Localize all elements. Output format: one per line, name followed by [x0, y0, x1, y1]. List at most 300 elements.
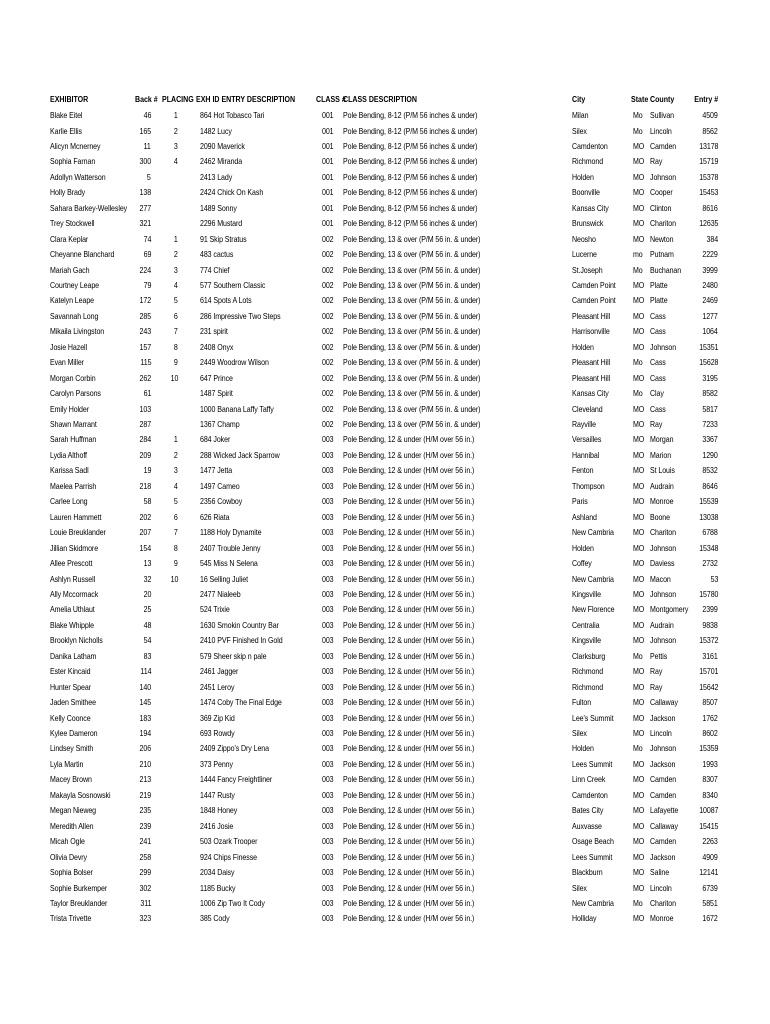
entry-number-cell: 15378: [698, 171, 718, 182]
class-description-cell: Pole Bending, 13 & over (P/M 56 in. & under): [343, 403, 481, 414]
placing-cell: 5: [174, 496, 178, 507]
class-description-cell: Pole Bending, 12 & under (H/M over 56 in.): [343, 542, 475, 553]
exhibitor-cell: Jaden Smithee: [50, 697, 96, 708]
city-cell: Camdenton: [572, 789, 608, 800]
county-cell: Ray: [650, 666, 663, 677]
county-cell: Jackson: [650, 758, 676, 769]
state-cell: MO: [633, 140, 645, 151]
back-number-cell: 46: [143, 110, 151, 120]
state-cell: MO: [633, 867, 645, 877]
exhibitor-cell: Danika Latham: [50, 650, 97, 661]
class-description-cell: Pole Bending, 12 & under (H/M over 56 in.): [343, 820, 475, 831]
entry-number-cell: 1762: [702, 712, 718, 723]
class-description-cell: Pole Bending, 8-12 (P/M 56 inches & under): [343, 156, 478, 167]
exhibitor-cell: Allee Prescott: [50, 558, 93, 568]
entry-description-cell: 579 Sheer skip n pale: [200, 650, 267, 661]
back-number-cell: 145: [139, 697, 151, 708]
header-city: City: [572, 94, 586, 104]
exhibitor-cell: Lindsey Smith: [50, 743, 94, 754]
entry-number-cell: 8646: [702, 480, 718, 491]
county-cell: Cass: [650, 372, 666, 383]
entry-description-cell: 385 Cody: [200, 913, 230, 924]
class-number-cell: 003: [322, 480, 334, 491]
county-cell: Camden: [650, 836, 677, 847]
county-cell: Johnson: [650, 743, 677, 754]
state-cell: MO: [633, 187, 645, 198]
entry-number-cell: 8307: [702, 774, 718, 785]
state-cell: MO: [633, 589, 645, 599]
county-cell: Sullivan: [650, 110, 675, 120]
header-back-number: Back #: [135, 94, 158, 104]
placing-cell: 2: [174, 449, 178, 460]
back-number-cell: 209: [139, 449, 151, 460]
city-cell: Camden Point: [572, 279, 616, 290]
back-number-cell: 243: [139, 326, 151, 337]
county-cell: Jackson: [650, 712, 676, 723]
class-description-cell: Pole Bending, 12 & under (H/M over 56 in.): [343, 666, 475, 677]
entry-description-cell: 2408 Onyx: [200, 341, 234, 352]
back-number-cell: 218: [139, 480, 151, 491]
entry-number-cell: 2732: [702, 558, 718, 568]
entry-description-cell: 2424 Chick On Kash: [200, 187, 264, 198]
class-number-cell: 003: [322, 449, 334, 460]
entry-description-cell: 1482 Lucy: [200, 125, 232, 136]
back-number-cell: 25: [143, 604, 151, 615]
county-cell: Chariton: [650, 218, 676, 229]
exhibitor-cell: Carolyn Parsons: [50, 388, 101, 399]
back-number-cell: 241: [139, 836, 151, 847]
state-cell: MO: [633, 542, 645, 553]
county-cell: Monroe: [650, 913, 674, 924]
back-number-cell: 79: [143, 279, 151, 290]
state-cell: MO: [633, 666, 645, 677]
city-cell: New Florence: [572, 604, 615, 615]
exhibitor-cell: Sophie Burkemper: [50, 882, 108, 893]
city-cell: Auxvasse: [572, 820, 602, 831]
entry-number-cell: 3195: [702, 372, 718, 383]
entry-description-cell: 693 Rowdy: [200, 728, 235, 738]
city-cell: Lees Summit: [572, 758, 613, 769]
entry-description-cell: 1630 Smokin Country Bar: [200, 619, 279, 630]
county-cell: Johnson: [650, 171, 677, 182]
placing-cell: 3: [174, 465, 178, 476]
city-cell: Versailles: [572, 434, 602, 445]
exhibitor-cell: Sahara Barkey-Wellesley: [50, 202, 128, 213]
city-cell: Harrisonville: [572, 326, 610, 337]
back-number-cell: 19: [143, 465, 151, 476]
county-cell: Johnson: [650, 341, 677, 352]
city-cell: Silex: [572, 882, 587, 893]
entry-description-cell: 1497 Cameo: [200, 480, 240, 491]
entry-number-cell: 15372: [698, 635, 718, 646]
class-description-cell: Pole Bending, 12 & under (H/M over 56 in.): [343, 650, 475, 661]
back-number-cell: 154: [139, 542, 151, 553]
back-number-cell: 206: [139, 743, 151, 754]
exhibitor-cell: Micah Ogle: [50, 836, 85, 847]
county-cell: Cass: [650, 310, 666, 321]
header-placing: PLACING: [162, 94, 194, 104]
entry-number-cell: 9838: [702, 619, 718, 630]
city-cell: Kingsville: [572, 589, 601, 599]
county-cell: Lincoln: [650, 125, 672, 136]
entry-description-cell: 483 cactus: [200, 249, 234, 259]
city-cell: Richmond: [572, 156, 604, 167]
class-number-cell: 003: [322, 758, 334, 769]
state-cell: Mo: [633, 110, 643, 120]
entry-description-cell: 774 Chief: [200, 264, 230, 275]
exhibitor-cell: Meredith Allen: [50, 820, 94, 831]
class-description-cell: Pole Bending, 12 & under (H/M over 56 in.): [343, 789, 475, 800]
entry-description-cell: 2296 Mustard: [200, 218, 243, 229]
exhibitor-cell: Holly Brady: [50, 187, 86, 198]
entry-description-cell: 1487 Spirit: [200, 388, 233, 399]
county-cell: Cooper: [650, 187, 673, 198]
county-cell: Clay: [650, 388, 664, 399]
back-number-cell: 48: [143, 619, 151, 630]
class-description-cell: Pole Bending, 13 & over (P/M 56 in. & under): [343, 264, 481, 275]
exhibitor-cell: Sarah Huffman: [50, 434, 97, 445]
header-entry-description: EXH ID ENTRY DESCRIPTION: [196, 94, 296, 104]
class-description-cell: Pole Bending, 13 & over (P/M 56 in. & under): [343, 419, 481, 429]
entry-description-cell: 2461 Jagger: [200, 666, 239, 677]
entry-number-cell: 8340: [702, 789, 718, 800]
class-number-cell: 003: [322, 635, 334, 646]
back-number-cell: 115: [140, 357, 151, 368]
back-number-cell: 284: [139, 434, 151, 445]
class-description-cell: Pole Bending, 8-12 (P/M 56 inches & under): [343, 218, 478, 229]
class-number-cell: 002: [322, 279, 334, 290]
entry-description-cell: 2451 Leroy: [200, 681, 235, 692]
entry-number-cell: 15539: [698, 496, 718, 507]
class-number-cell: 001: [322, 110, 334, 120]
exhibitor-cell: Amelia Uthlaut: [50, 604, 95, 615]
entry-description-cell: 1447 Rusty: [200, 789, 235, 800]
state-cell: MO: [633, 419, 645, 429]
class-description-cell: Pole Bending, 13 & over (P/M 56 in. & under): [343, 249, 481, 259]
state-cell: Mo: [633, 743, 643, 754]
exhibitor-cell: Maelea Parrish: [50, 480, 97, 491]
entry-description-cell: 524 Trixie: [200, 604, 230, 615]
entry-description-cell: 2416 Josie: [200, 820, 234, 831]
entry-number-cell: 6739: [702, 882, 718, 893]
county-cell: Audrain: [650, 480, 674, 491]
county-cell: Montgomery: [650, 604, 689, 615]
entry-number-cell: 6788: [702, 527, 718, 538]
class-description-cell: Pole Bending, 13 & over (P/M 56 in. & under): [343, 310, 481, 321]
entry-number-cell: 384: [706, 233, 718, 244]
entry-number-cell: 15628: [698, 357, 718, 368]
class-description-cell: Pole Bending, 12 & under (H/M over 56 in.): [343, 774, 475, 785]
placing-cell: 4: [174, 279, 178, 290]
county-cell: Marion: [650, 449, 672, 460]
exhibitor-cell: Taylor Breuklander: [50, 897, 108, 908]
back-number-cell: 11: [143, 140, 151, 151]
city-cell: Brunswick: [572, 218, 604, 229]
county-cell: Ray: [650, 156, 663, 167]
placing-cell: 6: [174, 310, 178, 321]
back-number-cell: 207: [139, 527, 151, 538]
class-description-cell: Pole Bending, 13 & over (P/M 56 in. & under): [343, 372, 481, 383]
city-cell: Kingsville: [572, 635, 601, 646]
city-cell: Camden Point: [572, 295, 616, 306]
entry-number-cell: 15780: [698, 589, 718, 599]
class-description-cell: Pole Bending, 12 & under (H/M over 56 in.): [343, 851, 475, 862]
class-number-cell: 003: [322, 712, 334, 723]
header-class-number: CLASS #: [316, 94, 346, 104]
class-number-cell: 003: [322, 558, 334, 568]
back-number-cell: 219: [139, 789, 151, 800]
class-number-cell: 003: [322, 604, 334, 615]
class-description-cell: Pole Bending, 12 & under (H/M over 56 in.): [343, 496, 475, 507]
entry-number-cell: 1993: [702, 758, 718, 769]
county-cell: Ray: [650, 419, 663, 429]
back-number-cell: 13: [143, 558, 151, 568]
entry-number-cell: 2480: [702, 279, 718, 290]
city-cell: Coffey: [572, 558, 592, 568]
entry-description-cell: 1006 Zip Two It Cody: [200, 897, 265, 908]
placing-cell: 4: [174, 480, 178, 491]
exhibitor-cell: Blake Whipple: [50, 619, 94, 630]
state-cell: MO: [633, 496, 645, 507]
city-cell: Rayville: [572, 419, 597, 429]
exhibitor-cell: Ashlyn Russell: [50, 573, 96, 584]
city-cell: Bates City: [572, 805, 604, 816]
back-number-cell: 202: [139, 511, 151, 522]
back-number-cell: 194: [139, 728, 151, 738]
back-number-cell: 262: [139, 372, 151, 383]
entry-description-cell: 864 Hot Tobasco Tari: [200, 110, 265, 120]
state-cell: MO: [633, 171, 645, 182]
class-number-cell: 003: [322, 728, 334, 738]
state-cell: Mo: [633, 125, 643, 136]
city-cell: Kansas City: [572, 202, 609, 213]
back-number-cell: 165: [139, 125, 151, 136]
class-number-cell: 003: [322, 527, 334, 538]
state-cell: MO: [633, 681, 645, 692]
entry-description-cell: 503 Ozark Trooper: [200, 836, 258, 847]
county-cell: Daviess: [650, 558, 675, 568]
entry-number-cell: 10087: [698, 805, 718, 816]
class-description-cell: Pole Bending, 13 & over (P/M 56 in. & under): [343, 388, 481, 399]
city-cell: New Cambria: [572, 573, 614, 584]
placing-cell: 7: [174, 527, 178, 538]
state-cell: MO: [633, 604, 645, 615]
county-cell: Lafayette: [650, 805, 679, 816]
exhibitor-cell: Megan Nieweg: [50, 805, 97, 816]
header-state: State: [631, 94, 649, 104]
city-cell: St.Joseph: [572, 264, 603, 275]
county-cell: Jackson: [650, 851, 676, 862]
back-number-cell: 321: [139, 218, 151, 229]
exhibitor-cell: Mariah Gach: [50, 264, 90, 275]
entry-number-cell: 8507: [702, 697, 718, 708]
entry-description-cell: 286 Impressive Two Steps: [200, 310, 281, 321]
city-cell: Silex: [572, 125, 587, 136]
county-cell: Johnson: [650, 635, 677, 646]
class-description-cell: Pole Bending, 13 & over (P/M 56 in. & under): [343, 279, 481, 290]
exhibitor-cell: Evan Miller: [50, 357, 84, 368]
class-number-cell: 003: [322, 836, 334, 847]
city-cell: Pleasant Hill: [572, 357, 611, 368]
entry-description-cell: 1000 Banana Laffy Taffy: [200, 403, 274, 414]
placing-cell: 6: [174, 511, 178, 522]
back-number-cell: 58: [143, 496, 151, 507]
city-cell: Hannibal: [572, 449, 600, 460]
city-cell: Fenton: [572, 465, 594, 476]
exhibitor-cell: Karissa Sadl: [50, 465, 89, 476]
state-cell: MO: [633, 805, 645, 816]
class-number-cell: 003: [322, 774, 334, 785]
city-cell: Cleveland: [572, 403, 603, 414]
class-number-cell: 003: [322, 496, 334, 507]
entry-number-cell: 8616: [702, 202, 718, 213]
entry-description-cell: 545 Miss N Selena: [200, 558, 258, 568]
entry-number-cell: 3367: [702, 434, 718, 445]
exhibitor-cell: Josie Hazell: [50, 341, 88, 352]
class-description-cell: Pole Bending, 12 & under (H/M over 56 in.): [343, 604, 475, 615]
exhibitor-cell: Lyla Martin: [50, 758, 84, 769]
exhibitor-cell: Blake Eitel: [50, 110, 83, 120]
class-number-cell: 003: [322, 666, 334, 677]
state-cell: MO: [633, 202, 645, 213]
state-cell: Mo: [633, 388, 643, 399]
class-number-cell: 003: [322, 650, 334, 661]
entry-description-cell: 2462 Miranda: [200, 156, 243, 167]
exhibitor-cell: Olivia Devry: [50, 851, 88, 862]
exhibitor-cell: Louie Breuklander: [50, 527, 106, 538]
class-number-cell: 002: [322, 388, 334, 399]
entry-description-cell: 2034 Daisy: [200, 867, 235, 877]
state-cell: MO: [633, 728, 645, 738]
class-number-cell: 003: [322, 681, 334, 692]
county-cell: Callaway: [650, 820, 678, 831]
entry-description-cell: 2090 Maverick: [200, 140, 245, 151]
state-cell: MO: [633, 326, 645, 337]
county-cell: Johnson: [650, 589, 677, 599]
exhibitor-cell: Jillian Skidmore: [50, 542, 99, 553]
state-cell: MO: [633, 465, 645, 476]
state-cell: MO: [633, 295, 645, 306]
county-cell: Lincoln: [650, 728, 672, 738]
county-cell: Boone: [650, 511, 670, 522]
class-number-cell: 003: [322, 619, 334, 630]
entry-description-cell: 577 Southern Classic: [200, 279, 266, 290]
back-number-cell: 224: [139, 264, 151, 275]
state-cell: MO: [633, 233, 645, 244]
placing-cell: 10: [170, 573, 178, 584]
class-description-cell: Pole Bending, 12 & under (H/M over 56 in.): [343, 743, 475, 754]
exhibitor-cell: Sophia Bolser: [50, 867, 93, 877]
county-cell: Platte: [650, 279, 668, 290]
entry-description-cell: 626 Riata: [200, 511, 230, 522]
city-cell: Pleasant Hill: [572, 310, 611, 321]
header-entry-number: Entry #: [694, 94, 718, 104]
back-number-cell: 114: [140, 666, 151, 677]
entry-number-cell: 12141: [698, 867, 718, 877]
county-cell: Buchanan: [650, 264, 682, 275]
county-cell: Cass: [650, 357, 666, 368]
exhibitor-cell: Alicyn Mcnerney: [50, 140, 101, 151]
state-cell: MO: [633, 697, 645, 708]
exhibitor-cell: Clara Keplar: [50, 233, 89, 244]
class-number-cell: 003: [322, 789, 334, 800]
entry-description-cell: 2477 Nialeeb: [200, 589, 241, 599]
class-number-cell: 003: [322, 820, 334, 831]
state-cell: Mo: [633, 650, 643, 661]
city-cell: Paris: [572, 496, 588, 507]
class-number-cell: 003: [322, 589, 334, 599]
state-cell: MO: [633, 527, 645, 538]
class-description-cell: Pole Bending, 12 & under (H/M over 56 in.): [343, 867, 475, 877]
county-cell: Pettis: [650, 650, 668, 661]
entry-description-cell: 1188 Holy Dynamite: [200, 527, 262, 538]
county-cell: Cass: [650, 326, 666, 337]
exhibitor-cell: Savannah Long: [50, 310, 99, 321]
state-cell: Mo: [633, 897, 643, 908]
class-description-cell: Pole Bending, 12 & under (H/M over 56 in.): [343, 712, 475, 723]
class-number-cell: 002: [322, 403, 334, 414]
state-cell: MO: [633, 434, 645, 445]
entry-description-cell: 2409 Zippo's Dry Lena: [200, 743, 269, 754]
entry-description-cell: 16 Selling Juliet: [200, 573, 248, 584]
class-number-cell: 003: [322, 542, 334, 553]
exhibitor-cell: Morgan Corbin: [50, 372, 96, 383]
exhibitor-cell: Carlee Long: [50, 496, 88, 507]
entry-number-cell: 5817: [702, 403, 718, 414]
county-cell: Chariton: [650, 527, 676, 538]
entry-description-cell: 924 Chips Finesse: [200, 851, 257, 862]
exhibitor-cell: Adollyn Watterson: [50, 171, 106, 182]
header-class-description: CLASS DESCRIPTION: [343, 94, 418, 104]
class-description-cell: Pole Bending, 12 & under (H/M over 56 in.): [343, 511, 475, 522]
back-number-cell: 258: [139, 851, 151, 862]
class-description-cell: Pole Bending, 8-12 (P/M 56 inches & under): [343, 171, 478, 182]
entry-number-cell: 1064: [702, 326, 718, 337]
entry-number-cell: 1277: [702, 310, 718, 321]
county-cell: Platte: [650, 295, 668, 306]
back-number-cell: 138: [139, 187, 151, 198]
entry-number-cell: 3161: [702, 650, 718, 661]
class-number-cell: 003: [322, 882, 334, 893]
state-cell: MO: [633, 449, 645, 460]
exhibitor-cell: Brooklyn Nicholls: [50, 635, 103, 646]
class-description-cell: Pole Bending, 12 & under (H/M over 56 in.): [343, 619, 475, 630]
entry-description-cell: 2410 PVF Finished In Gold: [200, 635, 283, 646]
city-cell: Lucerne: [572, 249, 597, 259]
class-description-cell: Pole Bending, 13 & over (P/M 56 in. & under): [343, 341, 481, 352]
state-cell: Mo: [633, 264, 643, 275]
class-number-cell: 002: [322, 233, 334, 244]
state-cell: MO: [633, 279, 645, 290]
back-number-cell: 287: [139, 419, 151, 429]
class-description-cell: Pole Bending, 12 & under (H/M over 56 in.): [343, 882, 475, 893]
state-cell: Mo: [633, 357, 643, 368]
county-cell: Saline: [650, 867, 670, 877]
state-cell: MO: [633, 372, 645, 383]
class-number-cell: 001: [322, 171, 334, 182]
class-description-cell: Pole Bending, 12 & under (H/M over 56 in.): [343, 449, 475, 460]
county-cell: St Louis: [650, 465, 675, 476]
class-number-cell: 002: [322, 341, 334, 352]
exhibitor-cell: Cheyanne Blanchard: [50, 249, 115, 259]
placing-cell: 1: [174, 110, 178, 120]
entry-number-cell: 12635: [698, 218, 718, 229]
exhibitor-cell: Shawn Marrant: [50, 419, 97, 429]
entry-description-cell: 1848 Honey: [200, 805, 238, 816]
placing-cell: 2: [174, 249, 178, 259]
class-number-cell: 001: [322, 140, 334, 151]
class-description-cell: Pole Bending, 13 & over (P/M 56 in. & under): [343, 295, 481, 306]
